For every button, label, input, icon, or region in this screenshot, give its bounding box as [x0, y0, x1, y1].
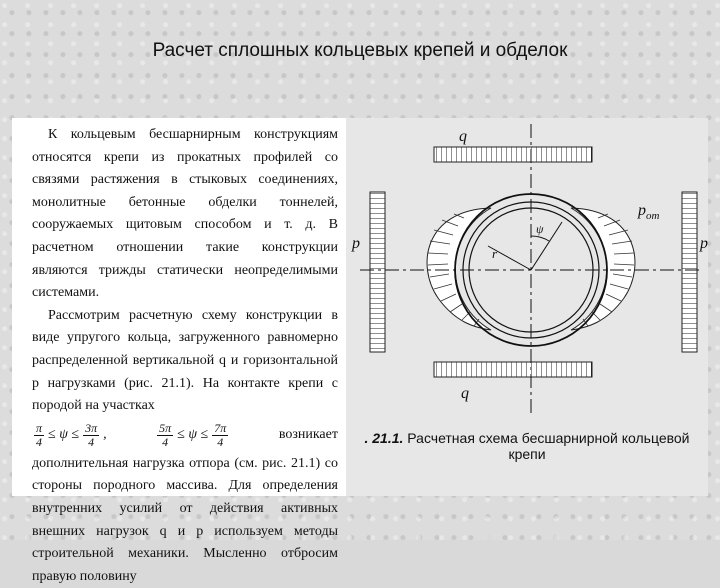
paragraph-2: Рассмотрим расчетную схему конструкции в виде упругого кольца, загруженного равномерно распределенной вертикальной q и горизонтальной p нагрузками (рис. 21.1). На контакте крепи с породой на участках — [32, 307, 338, 414]
inequality-range-2: $\frac{5\pi}{4}$ ≤ ψ ≤ $\frac{7\pi}{4}$ — [159, 420, 227, 449]
figure-number: . 21.1. — [364, 430, 404, 446]
bottom-load-strip — [434, 362, 592, 377]
label-r: r — [492, 246, 498, 261]
fraction-3pi-4: $\frac{3\pi}{4}$ — [85, 420, 98, 449]
right-load-strip — [682, 192, 697, 352]
slide-title: Расчет сплошных кольцевых крепей и обделок — [152, 40, 568, 61]
fraction-5pi-4: $\frac{5\pi}{4}$ — [159, 420, 172, 449]
fraction-7pi-4: $\frac{7\pi}{4}$ — [214, 420, 227, 449]
inequality-range-1: $\frac{\pi}{4}$ ≤ ψ ≤ $\frac{3\pi}{4}$ , — [36, 420, 107, 449]
math-trailing-word: возникает — [278, 426, 338, 442]
label-psi: ψ — [536, 222, 544, 236]
label-q-top: q — [459, 128, 467, 145]
figure-caption — [346, 430, 708, 462]
left-load-strip — [370, 192, 385, 352]
label-q-bottom: q — [461, 385, 469, 402]
paragraph-3: дополнительная нагрузка отпора (см. рис. 21.1) со стороны породного массива. Для определения внутренних усилий от действия активных внешних нагрузок q и p используем методы строительной механики. Мысленно отбросим правую половину — [32, 455, 338, 584]
math-inequality-line — [32, 422, 338, 449]
fraction-pi-4: $\frac{\pi}{4}$ — [36, 420, 43, 449]
figure-caption-text: Расчетная схема бесшарнирной кольцевой крепи — [407, 430, 690, 462]
top-load-strip — [434, 147, 592, 162]
label-p-resistance: $p_{от}$ — [638, 202, 660, 222]
figure-panel — [346, 118, 708, 496]
label-p-right: p — [700, 235, 708, 252]
label-p-left: p — [352, 235, 360, 252]
paragraph-1: К кольцевым бесшарнирным конструкциям относятся крепи из прокатных профилей со связями растяжения в стыковых соединениях, монолитные бетонные обделки тоннелей, сооружаемых щитовым способом и т. д. В расчетном отношении такие конструкции являются трижды статически неопределимыми системами. — [32, 127, 338, 301]
text-excerpt — [12, 118, 346, 584]
